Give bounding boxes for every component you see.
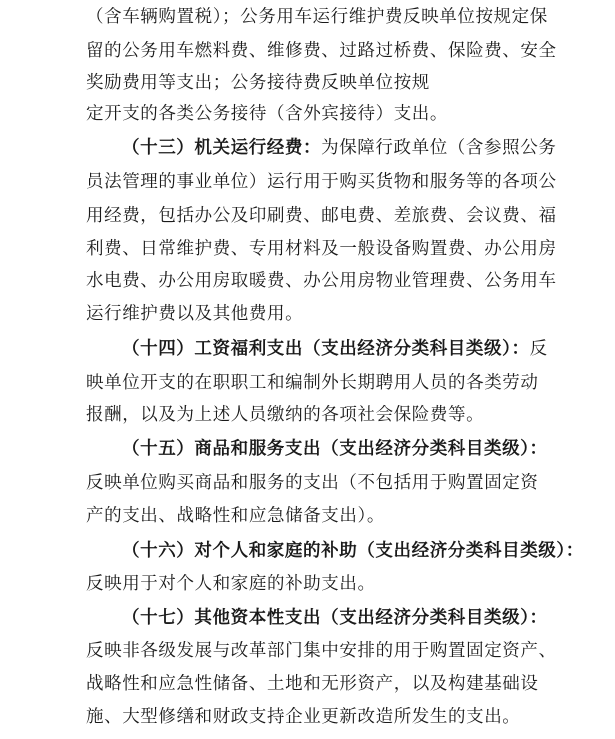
text-line: 反映非各级发展与改革部门集中安排的用于购置固定资产、 [86,641,557,661]
text-line: 反映单位购买商品和服务的支出（不包括用于购置固定资 [86,473,539,493]
text-line: 定开支的各类公务接待（含外宾接待）支出。 [86,104,448,124]
paragraph-first-line [122,137,556,159]
paragraph-first-line [122,540,584,562]
section-heading: （十四）工资福利支出（支出经济分类科目类级）： [122,339,530,359]
text-span: 反 [529,339,548,359]
text-line: 映单位开支的在职职工和编制外长期聘用人员的各类劳动 [86,373,539,393]
text-span: 为保障行政单位（含参照公务 [321,138,557,158]
section-heading: （十七）其他资本性支出（支出经济分类科目类级）： [122,608,548,628]
text-line: 奖励费用等支出；公务接待费反映单位按规 [86,73,430,93]
section-heading: （十三）机关运行经费： [122,138,322,158]
text-line: 水电费、办公用房取暖费、办公用房物业管理费、公务用车 [86,271,557,291]
text-line: 报酬，以及为上述人员缴纳的各项社会保险费等。 [86,405,485,425]
text-line: 运行维护费以及其他费用。 [86,304,304,324]
paragraph-first-line [122,607,548,629]
text-line: 员法管理的事业单位）运行用于购买货物和服务等的各项公 [86,172,557,192]
text-line: （含车辆购置税）；公务用车运行维护费反映单位按规定保 [86,7,548,27]
section-heading: （十五）商品和服务支出（支出经济分类科目类级）： [122,439,548,459]
text-line: 施、大型修缮和财政支持企业更新改造所发生的支出。 [86,707,521,727]
section-heading: （十六）对个人和家庭的补助（支出经济分类科目类级）： [122,541,584,561]
text-line: 留的公务用车燃料费、维修费、过路过桥费、保险费、安全 [86,41,557,61]
text-line: 战略性和应急性储备、土地和无形资产，以及构建基础设 [86,674,539,694]
paragraph-first-line [122,338,548,360]
text-line: 反映用于对个人和家庭的补助支出。 [86,574,376,594]
text-line: 用经费，包括办公及印刷费、邮电费、差旅费、会议费、福 [86,206,557,226]
text-line: 产的支出、战略性和应急储备支出）。 [86,506,385,526]
paragraph-first-line [122,438,548,460]
text-line: 利费、日常维护费、专用材料及一般设备购置费、办公用房 [86,239,557,259]
